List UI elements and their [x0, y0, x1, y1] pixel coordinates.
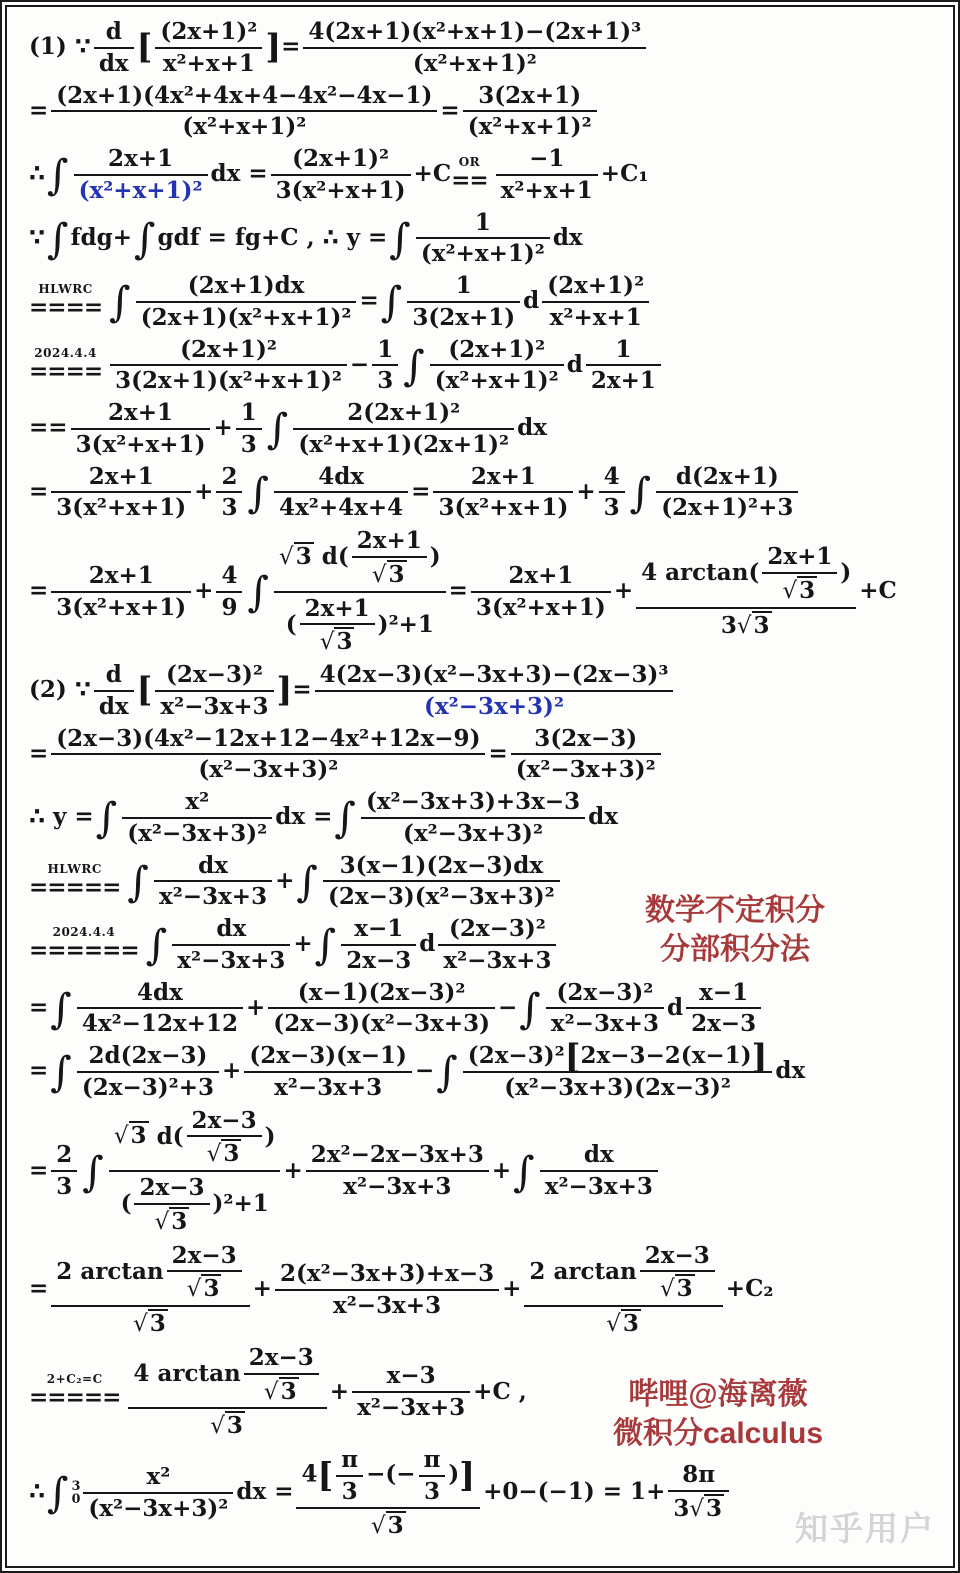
math-line-17: = $\frac{2}{3}$ ∫ √3 d( $\frac{2x-3}{√3}$ ) ( $\frac{2x-3}{√3}$ )²+1 + $\frac{\text{2x²−2x−3x+3}}{\text{x²−3x+3}}$ + ∫ $\frac{dx}{\text{x²−3x+3}}$ [29, 1106, 953, 1236]
zhihu-watermark: 知乎用户 [795, 1510, 935, 1547]
math-line-16: = ∫ $\frac{2d(2x-3)}{\text{(2x−3)²+3}}$ + $\frac{(2x-3)(x-1)}{\text{x²−3x+3}}$ − ∫ $\frac{\text{(2x−3)²[2x−3−2(x−1)]}}{\text{(x²−3x+3)(2x−3)²}}$ dx [29, 1037, 806, 1101]
math-line-04: ∵ ∫ fdg+ ∫ gdf = fg+C , ∴ y = ∫ $\frac{1}{\text{(x²+x+1)²}}$ dx [29, 208, 583, 268]
credit-annotation [603, 1375, 833, 1453]
math-line-07: == $\frac{2x+1}{\text{3(x²+x+1)}}$ + $\frac{1}{3}$ ∫ $\frac{\text{2(2x+1)²}}{\text{(x²+x+1)(2x+1)²}}$ dx [29, 399, 547, 458]
math-line-20: ∴ ∫ 3 0 $\frac{\text{x²}}{\text{(x²−3x+3)²}}$ dx = 4[ $\frac{\pi}{3}$ −(− $\frac{\pi}{3}$ )] √3 +0−(−1) = 1+ $\frac{8\pi}{3√3}$ [29, 1445, 953, 1539]
method-annotation [635, 891, 835, 969]
math-line-13: HLWRC ===== ∫ $\frac{dx}{\text{x²−3x+3}}$ + ∫ $\frac{3(x-1)(2x-3)dx}{\text{(2x−3)(x²−3x+3)²}}$ [29, 852, 953, 911]
math-line-06: 2024.4.4 ==== $\frac{\text{(2x+1)²}}{\text{3(2x+1)(x²+x+1)²}}$ − $\frac{1}{3}$ ∫ $\frac{\text{(2x+1)²}}{\text{(x²+x+1)²}}$ d $\frac{1}{2x+1}$ [29, 336, 953, 395]
method-annotation-line2: 分部积分法 [660, 933, 810, 966]
math-line-19: 2+C₂=C ===== 4 arctan $\frac{2x-3}{√3}$ √3 + $\frac{x-3}{\text{x²−3x+3}}$ +C , [29, 1343, 527, 1440]
math-derivation [7, 7, 953, 1539]
method-annotation-line1: 数学不定积分 [645, 894, 825, 927]
credit-annotation-line1: 哔哩@海离薇 [628, 1378, 808, 1411]
math-line-01: (1) ∵ $\frac{d}{dx}$ [ $\frac{\text{(2x+1)²}}{\text{x²+x+1}}$ ] = $\frac{\text{4(2x+1)(x²+x+1)−(2x+1)³}}{\text{(x²+x+1)²}}$ [29, 18, 953, 77]
math-line-15: = ∫ $\frac{4dx}{\text{4x²−12x+12}}$ + $\frac{\text{(x−1)(2x−3)²}}{\text{(2x−3)(x²−3x+3)}}$ − ∫ $\frac{\text{(2x−3)²}}{\text{x²−3x+3}}$ d $\frac{x-1}{2x-3}$ [29, 979, 953, 1038]
math-line-18: = 2 arctan $\frac{2x-3}{√3}$ √3 + $\frac{\text{2(x²−3x+3)+x−3}}{\text{x²−3x+3}}$ + 2 arctan $\frac{2x-3}{√3}$ √3 +C₂ [29, 1241, 774, 1337]
math-line-12: ∴ y = ∫ $\frac{\text{x²}}{\text{(x²−3x+3)²}}$ dx = ∫ $\frac{\text{(x²−3x+3)+3x−3}}{\text{(x²−3x+3)²}}$ dx [29, 788, 618, 847]
credit-annotation-line2: 微积分calculus [612, 1417, 824, 1450]
math-line-11: = $\frac{\text{(2x−3)(4x²−12x+12−4x²+12x−9)}}{\text{(x²−3x+3)²}}$ = $\frac{3(2x-3)}{\text{(x²−3x+3)²}}$ [29, 725, 953, 784]
math-line-09: = $\frac{2x+1}{\text{3(x²+x+1)}}$ + $\frac{4}{9}$ ∫ √3 d( $\frac{2x+1}{√3}$ ) ( $\frac{2x+1}{√3}$ )²+1 = $\frac{2x+1}{\text{3(x²+x+1)}}$ + 4 arctan( $\frac{2x+1}{√3}$ ) 3√3 +C [29, 527, 897, 656]
math-line-10: (2) ∵ $\frac{d}{dx}$ [ $\frac{\text{(2x−3)²}}{\text{x²−3x+3}}$ ] = $\frac{\text{4(2x−3)(x²−3x+3)−(2x−3)³}}{\text{(x²−3x+3)²}}$ [29, 661, 953, 720]
math-line-03: ∴ ∫ $\frac{2x+1}{\text{(x²+x+1)²}}$ dx = $\frac{\text{(2x+1)²}}{\text{3(x²+x+1)}}$ +C OR == $\frac{-1}{\text{x²+x+1}}$ +C₁ [29, 145, 649, 204]
math-line-02: = $\frac{\text{(2x+1)(4x²+4x+4−4x²−4x−1)}}{\text{(x²+x+1)²}}$ = $\frac{3(2x+1)}{\text{(x²+x+1)²}}$ [29, 82, 953, 141]
math-line-05: HLWRC ==== ∫ $\frac{(2x+1)dx}{\text{(2x+1)(x²+x+1)²}}$ = ∫ $\frac{1}{3(2x+1)}$ d $\frac{\text{(2x+1)²}}{\text{x²+x+1}}$ [29, 272, 953, 331]
math-line-08: = $\frac{2x+1}{\text{3(x²+x+1)}}$ + $\frac{2}{3}$ ∫ $\frac{4dx}{\text{4x²+4x+4}}$ = $\frac{2x+1}{\text{3(x²+x+1)}}$ + $\frac{4}{3}$ ∫ $\frac{d(2x+1)}{\text{(2x+1)²+3}}$ [29, 463, 953, 522]
math-line-14: 2024.4.4 ====== ∫ $\frac{dx}{\text{x²−3x+3}}$ + ∫ $\frac{x-1}{2x-3}$ d $\frac{\text{(2x−3)²}}{\text{x²−3x+3}}$ [29, 915, 953, 974]
